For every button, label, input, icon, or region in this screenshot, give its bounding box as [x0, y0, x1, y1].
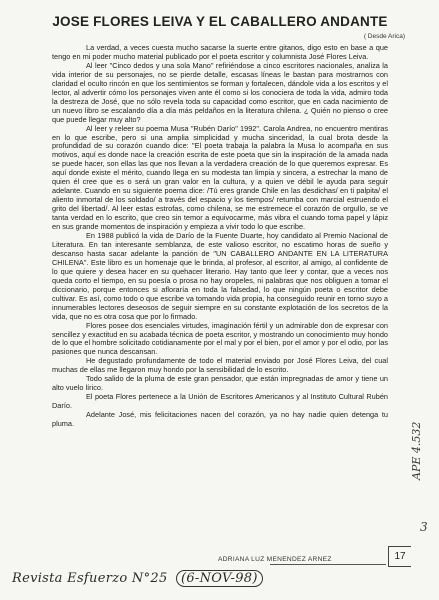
article-paragraph-1: La verdad, a veces cuesta mucho sacarse la suerte entre gitanos, digo esto en base a que tengo en mi poder mucho material publicado por el poeta escritor y columnista José Flores Leiva. — [52, 43, 388, 61]
article-body — [52, 44, 388, 429]
source-tag: ( Desde Arica) — [363, 33, 405, 40]
article-paragraph-3: Al leer y releer su poema Musa "Rubén Darío" 1992". Carola Andrea, no encuentro mentiras en lo que escribe, pero si una amplia simplicidad y mucha sinceridad, la cual brota desde la profundidad de su corazón cuando dice: "El poeta trabaja la palabra la Musa lo acompaña en sus motivos, aquí es donde nace la creación escrita de este poeta que sin la inspiración de la amada nada se puede hacer, son ellas las que nos llevan a la verdadera creación de lo que queremos expresar. Es aquí donde existe el mérito, cuando llega en su modesta tan limpia y sincera, a estrechar la mano de quien él cree que es o será un gran valor en la cultura, y a quien ve débil le ayuda para seguir adelante. Cuando en su siguiente poema dice: /Tú eres grande Chile en las desdichas/ en ti palpita/ el aliento inmortal de los soldado/ a través del espacio y los tiempos/ retumba con marcial estruendo el grito del libertad/. Al leer estas estrofas, como chilena, se me estremece el corazón de orgullo, se ve tanta verdad en lo escrito, que creo sin temor a equivocarme, más vibra el cuando toma papel y lápiz en sus grande momentos de inspiración y empieza a vivir todo lo que escribe. — [52, 123, 388, 232]
margin-annotation: APE 4.532 — [410, 421, 423, 480]
article-paragraph-5: Flores posee dos esenciales virtudes, imaginación fértil y un admirable don de expresar con sencillez y exactitud en su acabada técnica de poeta escritor, y mostrando un conocimiento muy hondo de lo que el hombre solicitado cotidianamente por el mal y por el bien, por el amor y por el odio, por las pasiones que nunca descansan. — [52, 320, 388, 357]
article-paragraph-4: En 1988 publicó la vida de Darío de la Fuente Duarte, hoy candidato al Premio Nacional de Literatura. En tan interesante semblanza, de este valioso escritor, no escatimo horas de sueño y descanso hasta sacar adelante la panción de "UN CABALLERO ANDANTE EN LA LITERATURA CHILENA". Este libro es un homenaje que le brinda, al profesor, al escritor, al amigo, al confidente de lo que quiere y desea hacer en su quehacer literario. Hay tanto que leer y contar, que a veces nos queda corto el tiempo, en su poesía o prosa no hay oropeles, ni palabras que nos obliguen a tomar el diccionario, porque entonces si afloraría en toda la falsedad, lo que ningún poeta o escritor debe cultivar. Es así, como todo o que escribe va tomando vida propia, ha conseguido reunir en torno suyo a innumerables lectores deseosos de seguir siempre en su constante explotación de los secretos de la vida, que no es otra cosa que por lo firmado. — [52, 231, 388, 321]
citation-source: Revista Esfuerzo N°25 — [12, 571, 168, 586]
author-byline: ADRIANA LUZ MENENDEZ ARNEZ — [218, 556, 332, 563]
byline-rule — [270, 564, 386, 565]
page-number: 17 — [394, 551, 406, 562]
handwritten-citation — [12, 570, 263, 587]
article-paragraph-7: Todo salido de la pluma de este gran pensador, que están impregnadas de amor y tiene un alto vuelo lírico. — [52, 374, 388, 393]
article-paragraph-2: Al leer "Cinco dedos y una sola Mano" refiriéndose a cinco escritores nacionales, analiza la vida interior de su personajes, no se pierde detalle, escasas líneas le bastan para mostrarnos con claridad el oculto rincón en que los sentimientos se forman y fortalecen, dándole vida a los escritos y el lector, al advertir cómo los personajes viven ante él como si los conociera de toda la vida, admiro toda la destreza de José, que no sólo revela toda su capacidad como escritor, que en cada nacimiento de un nuevo libro se escalando día a día más peldaños en la literatura chilena. ¿ Quién no pienso o cree que puede llegar muy alto? — [52, 60, 388, 124]
margin-mark: 3 — [420, 520, 428, 534]
citation-date: (6-NOV-98) — [176, 570, 263, 587]
article-paragraph-9: Adelante José, mis felicitaciones nacen del corazón, ya no hay nadie quien detenga tu pluma. — [52, 410, 388, 429]
page-number-box — [388, 546, 411, 567]
article-paragraph-8: El poeta Flores pertenece a la Unión de Escritores Americanos y al Instituto Cultural Rubén Darío. — [52, 392, 388, 411]
article-paragraph-6: He degustado profundamente de todo el material enviado por José Flores Leiva, del cual muchas de ellas me llegaron muy hondo por la sensibilidad de lo escrito. — [52, 356, 388, 375]
article-title: JOSE FLORES LEIVA Y EL CABALLERO ANDANTE — [52, 14, 388, 29]
